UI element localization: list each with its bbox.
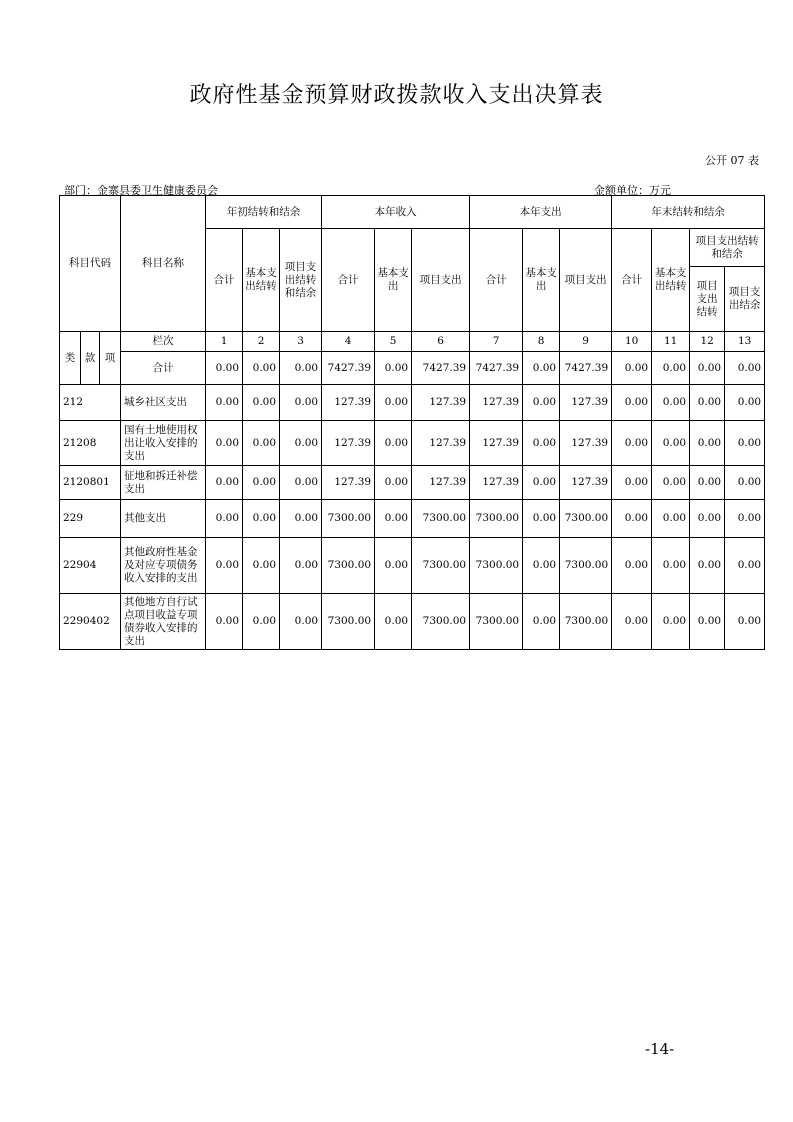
header-kuan: 款	[81, 332, 100, 385]
table-row	[60, 385, 765, 421]
row-cell: 0.00	[280, 594, 322, 650]
row-cell: 7300.00	[322, 500, 375, 538]
col-number: 5	[375, 332, 412, 352]
row-cell: 7300.00	[412, 500, 470, 538]
row-code: 21208	[60, 421, 121, 466]
col-number: 13	[725, 332, 765, 352]
row-cell: 0.00	[523, 421, 560, 466]
row-cell: 0.00	[243, 421, 280, 466]
header-expense-project: 项目支出	[560, 229, 612, 332]
row-cell: 0.00	[612, 500, 652, 538]
header-lei: 类	[60, 332, 81, 385]
row-cell: 0.00	[725, 538, 765, 594]
row-cell: 127.39	[560, 466, 612, 500]
row-cell: 0.00	[280, 421, 322, 466]
header-end-basic-carry: 基本支出结转	[652, 229, 690, 332]
row-cell: 0.00	[690, 538, 725, 594]
amount-unit-label: 金额单位：万元	[594, 184, 671, 197]
row-cell: 0.00	[725, 466, 765, 500]
page-title: 政府性基金预算财政拨款收入支出决算表	[189, 83, 604, 108]
row-cell: 0.00	[375, 421, 412, 466]
row-cell: 7300.00	[560, 594, 612, 650]
row-cell: 0.00	[280, 500, 322, 538]
row-cell: 0.00	[375, 538, 412, 594]
row-cell: 7300.00	[560, 500, 612, 538]
total-row	[60, 352, 765, 385]
col-number: 2	[243, 332, 280, 352]
total-cell: 0.00	[375, 352, 412, 385]
row-cell: 127.39	[412, 421, 470, 466]
row-name: 国有土地使用权出让收入安排的支出	[121, 421, 206, 466]
row-code: 22904	[60, 538, 121, 594]
row-cell: 0.00	[206, 466, 243, 500]
header-group-begin: 年初结转和结余	[206, 196, 322, 229]
row-cell: 0.00	[652, 594, 690, 650]
row-code: 2120801	[60, 466, 121, 500]
row-cell: 0.00	[280, 538, 322, 594]
row-cell: 0.00	[375, 466, 412, 500]
total-cell: 7427.39	[322, 352, 375, 385]
row-cell: 0.00	[652, 500, 690, 538]
header-group-end: 年末结转和结余	[612, 196, 765, 229]
row-cell: 0.00	[690, 594, 725, 650]
row-cell: 0.00	[652, 385, 690, 421]
col-number: 12	[690, 332, 725, 352]
row-name: 城乡社区支出	[121, 385, 206, 421]
row-cell: 7300.00	[470, 538, 523, 594]
row-cell: 0.00	[690, 385, 725, 421]
total-cell: 0.00	[652, 352, 690, 385]
column-index-row	[60, 332, 765, 352]
col-number: 9	[560, 332, 612, 352]
row-cell: 0.00	[375, 594, 412, 650]
row-cell: 127.39	[470, 421, 523, 466]
budget-table	[59, 195, 765, 650]
row-cell: 127.39	[560, 385, 612, 421]
row-cell: 0.00	[375, 385, 412, 421]
total-cell: 0.00	[243, 352, 280, 385]
row-cell: 7300.00	[470, 500, 523, 538]
total-cell: 0.00	[206, 352, 243, 385]
row-cell: 127.39	[412, 466, 470, 500]
row-cell: 0.00	[652, 466, 690, 500]
header-income-total: 合计	[322, 229, 375, 332]
row-cell: 0.00	[523, 385, 560, 421]
row-cell: 0.00	[243, 385, 280, 421]
row-name: 征地和拆迁补偿支出	[121, 466, 206, 500]
total-cell: 0.00	[612, 352, 652, 385]
header-subject-name: 科目名称	[121, 196, 206, 332]
row-cell: 0.00	[243, 466, 280, 500]
row-cell: 0.00	[725, 500, 765, 538]
header-end-project-carry: 项目支出结转	[690, 267, 725, 332]
row-cell: 0.00	[612, 421, 652, 466]
row-cell: 7300.00	[412, 594, 470, 650]
header-end-project-group: 项目支出结转和结余	[690, 229, 765, 267]
row-name: 其他支出	[121, 500, 206, 538]
col-number: 8	[523, 332, 560, 352]
row-cell: 127.39	[322, 466, 375, 500]
row-cell: 0.00	[375, 500, 412, 538]
header-end-project-balance: 项目支出结余	[725, 267, 765, 332]
table-row	[60, 500, 765, 538]
table-row	[60, 466, 765, 500]
col-number: 11	[652, 332, 690, 352]
col-number: 3	[280, 332, 322, 352]
row-cell: 7300.00	[322, 594, 375, 650]
total-cell: 7427.39	[470, 352, 523, 385]
row-cell: 127.39	[560, 421, 612, 466]
table-row	[60, 594, 765, 650]
total-cell: 0.00	[690, 352, 725, 385]
col-number: 10	[612, 332, 652, 352]
header-group-expense: 本年支出	[470, 196, 612, 229]
row-cell: 0.00	[243, 500, 280, 538]
header-income-project: 项目支出	[412, 229, 470, 332]
table-row	[60, 538, 765, 594]
row-cell: 7300.00	[470, 594, 523, 650]
row-cell: 0.00	[690, 500, 725, 538]
header-expense-total: 合计	[470, 229, 523, 332]
row-cell: 0.00	[280, 466, 322, 500]
header-row-1	[60, 196, 765, 229]
header-begin-total: 合计	[206, 229, 243, 332]
row-cell: 0.00	[243, 538, 280, 594]
row-cell: 0.00	[523, 466, 560, 500]
row-cell: 0.00	[523, 500, 560, 538]
header-column-index: 栏次	[121, 332, 206, 352]
page-number: -14-	[645, 1040, 675, 1058]
total-label: 合计	[121, 352, 206, 385]
total-cell: 7427.39	[560, 352, 612, 385]
row-code: 212	[60, 385, 121, 421]
row-cell: 0.00	[652, 538, 690, 594]
total-cell: 0.00	[280, 352, 322, 385]
row-cell: 127.39	[322, 421, 375, 466]
header-expense-basic: 基本支出	[523, 229, 560, 332]
row-cell: 127.39	[322, 385, 375, 421]
header-xiang: 项	[100, 332, 121, 385]
row-name: 其他地方自行试点项目收益专项债券收入安排的支出	[121, 594, 206, 650]
row-cell: 0.00	[725, 594, 765, 650]
row-cell: 0.00	[280, 385, 322, 421]
row-cell: 0.00	[206, 385, 243, 421]
row-code: 229	[60, 500, 121, 538]
row-cell: 0.00	[206, 500, 243, 538]
row-cell: 7300.00	[322, 538, 375, 594]
header-income-basic: 基本支出	[375, 229, 412, 332]
header-begin-basic-carry: 基本支出结转	[243, 229, 280, 332]
row-cell: 0.00	[523, 538, 560, 594]
row-cell: 0.00	[206, 421, 243, 466]
row-cell: 0.00	[612, 385, 652, 421]
row-cell: 7300.00	[412, 538, 470, 594]
row-cell: 0.00	[612, 594, 652, 650]
row-cell: 127.39	[470, 385, 523, 421]
row-cell: 0.00	[206, 594, 243, 650]
col-number: 1	[206, 332, 243, 352]
row-cell: 0.00	[206, 538, 243, 594]
header-subject-code: 科目代码	[60, 196, 121, 332]
row-cell: 7300.00	[560, 538, 612, 594]
table-row	[60, 421, 765, 466]
row-code: 2290402	[60, 594, 121, 650]
col-number: 4	[322, 332, 375, 352]
header-group-income: 本年收入	[322, 196, 470, 229]
row-cell: 0.00	[612, 538, 652, 594]
total-cell: 0.00	[725, 352, 765, 385]
col-number: 7	[470, 332, 523, 352]
row-cell: 0.00	[243, 594, 280, 650]
row-name: 其他政府性基金及对应专项债务收入安排的支出	[121, 538, 206, 594]
col-number: 6	[412, 332, 470, 352]
row-cell: 127.39	[412, 385, 470, 421]
row-cell: 0.00	[523, 594, 560, 650]
form-number: 公开 07 表	[705, 154, 759, 167]
department-label: 部门：金寨县委卫生健康委员会	[64, 184, 218, 197]
row-cell: 0.00	[690, 466, 725, 500]
row-cell: 127.39	[470, 466, 523, 500]
header-begin-project-carry-balance: 项目支出结转和结余	[280, 229, 322, 332]
row-cell: 0.00	[612, 466, 652, 500]
row-cell: 0.00	[652, 421, 690, 466]
total-cell: 7427.39	[412, 352, 470, 385]
row-cell: 0.00	[725, 385, 765, 421]
total-cell: 0.00	[523, 352, 560, 385]
row-cell: 0.00	[690, 421, 725, 466]
row-cell: 0.00	[725, 421, 765, 466]
header-end-total: 合计	[612, 229, 652, 332]
